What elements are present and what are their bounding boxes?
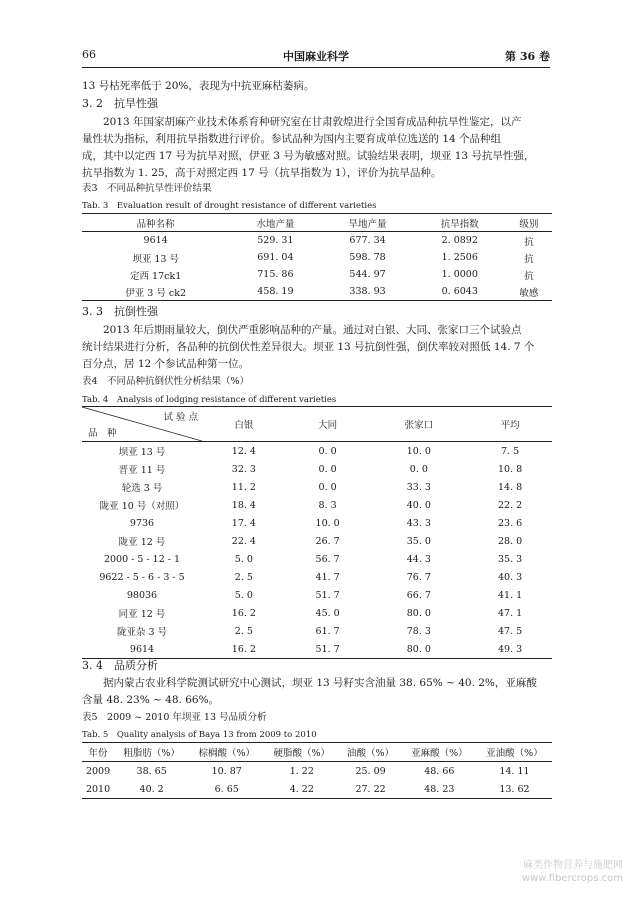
table-cell: 轮选 3 号	[121, 483, 163, 494]
corner-label-top: 试 验 点	[163, 412, 198, 423]
table-cell: 22. 4	[231, 535, 256, 547]
table-caption-en: Tab. 4 Analysis of lodging resistance of different varieties	[82, 395, 337, 405]
watermark	[522, 859, 623, 885]
table-cell: 51. 7	[315, 589, 340, 601]
table-row	[82, 496, 552, 514]
table-cell: 61. 7	[315, 625, 340, 637]
table-cell: 2. 0892	[441, 235, 478, 246]
watermark-line: 麻类作物营养与施肥网	[523, 860, 623, 871]
table-cell: 598. 78	[349, 252, 386, 263]
journal-title: 中国麻业科学	[283, 50, 349, 63]
table-cell: 9736	[129, 517, 155, 529]
table-cell: 9614	[143, 235, 168, 246]
table-cell: 8. 3	[318, 499, 337, 511]
table-cell: 691. 04	[257, 252, 294, 263]
table-cell: 10. 87	[211, 765, 242, 777]
table-cell: 41. 1	[498, 589, 523, 601]
table-cell: 1. 2506	[441, 252, 478, 263]
table-row	[82, 586, 552, 604]
table-caption-cn: 表5 2009 ~ 2010 年坝亚 13 号品质分析	[82, 712, 267, 723]
table-cell: 56. 7	[315, 553, 340, 565]
table-cell: 78. 3	[406, 625, 431, 637]
table-cell: 2009	[85, 765, 111, 777]
table-cell: 抗	[524, 253, 534, 265]
table-cell: 7. 5	[501, 445, 520, 457]
table-caption-en: Tab. 5 Quality analysis of Baya 13 from 2009 to 2010	[82, 730, 317, 740]
table-cell: 40. 0	[406, 499, 431, 511]
table-header-cell: 亚油酸（%）	[486, 748, 543, 759]
table-cell: 抗	[524, 236, 534, 248]
table-cell: 80. 0	[406, 643, 431, 655]
table-cell: 0. 0	[318, 445, 337, 457]
table-cell: 4. 22	[289, 783, 314, 795]
paragraph-line: 百分点，居 12 个参试品种第一位。	[82, 358, 250, 370]
table-cell: 47. 5	[498, 625, 523, 637]
header-rule	[82, 67, 550, 68]
watermark-line: www.fibercrops.com	[521, 873, 623, 884]
table-row	[82, 640, 552, 659]
table-cell: 10. 0	[406, 445, 431, 457]
table-cell: 544. 97	[349, 269, 386, 280]
table-cell: 14. 8	[498, 481, 523, 493]
lodging-resistance-table	[82, 406, 552, 659]
table-cell: 40. 2	[139, 783, 164, 795]
paragraph-line: 抗旱指数为 1. 25，高于对照定西 17 号（抗旱指数为 1），评价为抗旱品种。	[82, 167, 442, 179]
table-cell: 2. 5	[234, 625, 253, 637]
table-cell: 49. 3	[498, 643, 523, 655]
table-cell: 2000 - 5 - 12 - 1	[103, 553, 181, 565]
table-header-cell: 硬脂酸（%）	[273, 748, 331, 759]
table-cell: 51. 7	[315, 643, 340, 655]
table-caption-cn: 表3 不同品种抗旱性评价结果	[82, 183, 212, 194]
table-cell: 10. 0	[315, 517, 340, 529]
table-cell: 定西 17ck1	[130, 270, 182, 282]
table-cell: 47. 1	[498, 607, 523, 619]
table-cell: 27. 22	[355, 783, 386, 795]
table-header-cell: 年份	[88, 748, 108, 759]
table-cell: 44. 3	[406, 553, 431, 565]
table-row	[82, 622, 552, 640]
table-cell: 0. 0	[318, 463, 337, 475]
table-cell: 1. 0000	[441, 269, 478, 280]
table-cell: 坝亚 13 号	[132, 253, 179, 265]
table-header-row	[82, 407, 552, 442]
table-cell: 10. 8	[498, 463, 523, 475]
table-header-cell: 大同	[318, 420, 338, 431]
table-cell: 晋亚 11 号	[118, 465, 166, 476]
table-cell: 16. 2	[231, 607, 256, 619]
table-row	[82, 283, 552, 301]
table-cell: 80. 0	[406, 607, 431, 619]
table-cell: 9622 - 5 - 6 - 3 - 5	[99, 571, 185, 583]
table-header-cell: 亚麻酸（%）	[411, 748, 468, 759]
table-cell: 14. 11	[499, 765, 530, 777]
paragraph-line: 成，其中以定西 17 号为抗旱对照，伊亚 3 号为敏感对照。试验结果表明，坝亚 13 号抗旱性强，	[82, 150, 535, 162]
paragraph-line: 统计结果进行分析，各品种的抗倒伏性差异很大。坝亚 13 号抗倒性强，倒伏率较对照低 14. 7 个	[82, 341, 535, 353]
table-cell: 0. 0	[409, 463, 428, 475]
table-cell: 48. 23	[424, 783, 455, 795]
table-header-cell: 棕榈酸（%）	[198, 748, 255, 759]
quality-analysis-table	[82, 742, 552, 799]
section-heading-3-3: 3. 3 抗倒性强	[82, 305, 158, 318]
paragraph-line: 据内蒙古农业科学院测试研究中心测试，坝亚 13 号籽实含油量 38. 65% ~ 40. 2%，亚麻酸	[103, 677, 537, 689]
table-row	[82, 780, 552, 799]
table-cell: 35. 3	[498, 553, 523, 565]
table-caption-en: Tab. 3 Evaluation result of drought resistance of different varieties	[82, 201, 377, 211]
table-cell: 16. 2	[231, 643, 256, 655]
table-row	[82, 604, 552, 622]
table-row	[82, 249, 552, 266]
page-number: 66	[82, 48, 96, 61]
table-cell: 0. 6043	[441, 286, 478, 297]
volume-label: 第 36 卷	[505, 50, 550, 63]
table-cell: 32. 3	[231, 463, 256, 475]
table-header-cell: 白银	[234, 420, 254, 431]
table-cell: 66. 7	[406, 589, 431, 601]
corner-label-bottom: 品 种	[88, 428, 117, 439]
table-row	[82, 442, 552, 461]
table-cell: 陇亚 12 号	[118, 537, 166, 548]
section-heading-3-2: 3. 2 抗旱性强	[82, 97, 158, 110]
table-row	[82, 762, 552, 781]
table-header-row	[82, 214, 552, 232]
table-cell: 35. 0	[406, 535, 431, 547]
table-header-cell: 平均	[500, 420, 520, 431]
table-header-cell: 品种名称	[136, 218, 175, 230]
table-cell: 11. 2	[231, 481, 256, 493]
table-cell: 40. 3	[498, 571, 523, 583]
table-cell: 715. 86	[257, 269, 294, 280]
table-cell: 98036	[126, 589, 158, 601]
table-row	[82, 232, 552, 250]
paragraph-line: 2013 年后期雨量较大，倒伏严重影响品种的产量。通过对白银、大同、张家口三个试验点	[103, 324, 522, 336]
table-cell: 抗	[524, 270, 534, 282]
paragraph-line: 2013 年国家胡麻产业技术体系育种研究室在甘肃敦煌进行全国育成品种抗旱性鉴定，以产	[103, 116, 522, 128]
table-cell: 28. 0	[498, 535, 523, 547]
table-header-cell: 油酸（%）	[347, 748, 395, 759]
table-cell: 48. 66	[424, 765, 455, 777]
table-cell: 17. 4	[231, 517, 256, 529]
table-cell: 0. 0	[318, 481, 337, 493]
table-header-cell: 张家口	[404, 420, 434, 431]
table-cell: 18. 4	[231, 499, 256, 511]
table-cell: 5. 0	[234, 553, 253, 565]
table-cell: 2010	[85, 783, 111, 795]
diagonal-header-cell	[82, 407, 202, 442]
table-cell: 22. 2	[498, 499, 523, 511]
table-cell: 677. 34	[349, 235, 386, 246]
table-cell: 23. 6	[498, 517, 523, 529]
table-header-cell: 旱地产量	[348, 218, 387, 230]
table-caption-cn: 表4 不同品种抗倒伏性分析结果（%）	[82, 376, 250, 387]
table-cell: 2. 5	[234, 571, 253, 583]
table-cell: 26. 7	[315, 535, 340, 547]
table-cell: 338. 93	[349, 286, 386, 297]
table-cell: 41. 7	[315, 571, 340, 583]
table-row	[82, 532, 552, 550]
table-cell: 伊亚 3 号 ck2	[125, 287, 186, 299]
table-cell: 38. 65	[136, 765, 167, 777]
table-cell: 陇亚 10 号（对照）	[99, 501, 185, 512]
table-cell: 敏感	[519, 287, 539, 299]
paragraph-line: 含量 48. 23% ~ 48. 66%。	[82, 694, 220, 706]
running-header	[82, 48, 550, 64]
table-cell: 529. 31	[257, 235, 294, 246]
table-cell: 43. 3	[406, 517, 431, 529]
table-cell: 13. 62	[499, 783, 530, 795]
drought-resistance-table	[82, 213, 552, 301]
table-row	[82, 460, 552, 478]
table-row	[82, 478, 552, 496]
table-header-cell: 级别	[519, 218, 539, 230]
table-cell: 76. 7	[406, 571, 431, 583]
table-row	[82, 514, 552, 532]
table-cell: 45. 0	[315, 607, 340, 619]
paragraph-tail: 13 号枯死率低于 20%，表现为中抗亚麻枯萎病。	[82, 80, 315, 92]
table-cell: 12. 4	[231, 445, 256, 457]
table-cell: 1. 22	[289, 765, 314, 777]
table-cell: 6. 65	[214, 783, 239, 795]
table-row	[82, 266, 552, 283]
table-cell: 坝亚 13 号	[118, 447, 166, 458]
table-cell: 同亚 12 号	[118, 609, 166, 620]
table-cell: 25. 09	[355, 765, 386, 777]
table-cell: 33. 3	[406, 481, 431, 493]
table-cell: 9614	[129, 643, 155, 655]
table-row	[82, 568, 552, 586]
table-cell: 陇亚杂 3 号	[116, 627, 168, 638]
table-header-cell: 粗脂肪（%）	[123, 748, 180, 759]
table-cell: 458. 19	[257, 286, 294, 297]
table-row	[82, 550, 552, 568]
table-header-cell: 抗旱指数	[440, 218, 479, 230]
table-cell: 5. 0	[234, 589, 253, 601]
table-header-cell: 水地产量	[256, 218, 295, 230]
paragraph-line: 量性状为指标，利用抗旱指数进行评价。参试品种为国内主要育成单位选送的 14 个品种组	[82, 133, 502, 145]
section-heading-3-4: 3. 4 品质分析	[82, 659, 158, 672]
table-header-row	[82, 743, 552, 762]
